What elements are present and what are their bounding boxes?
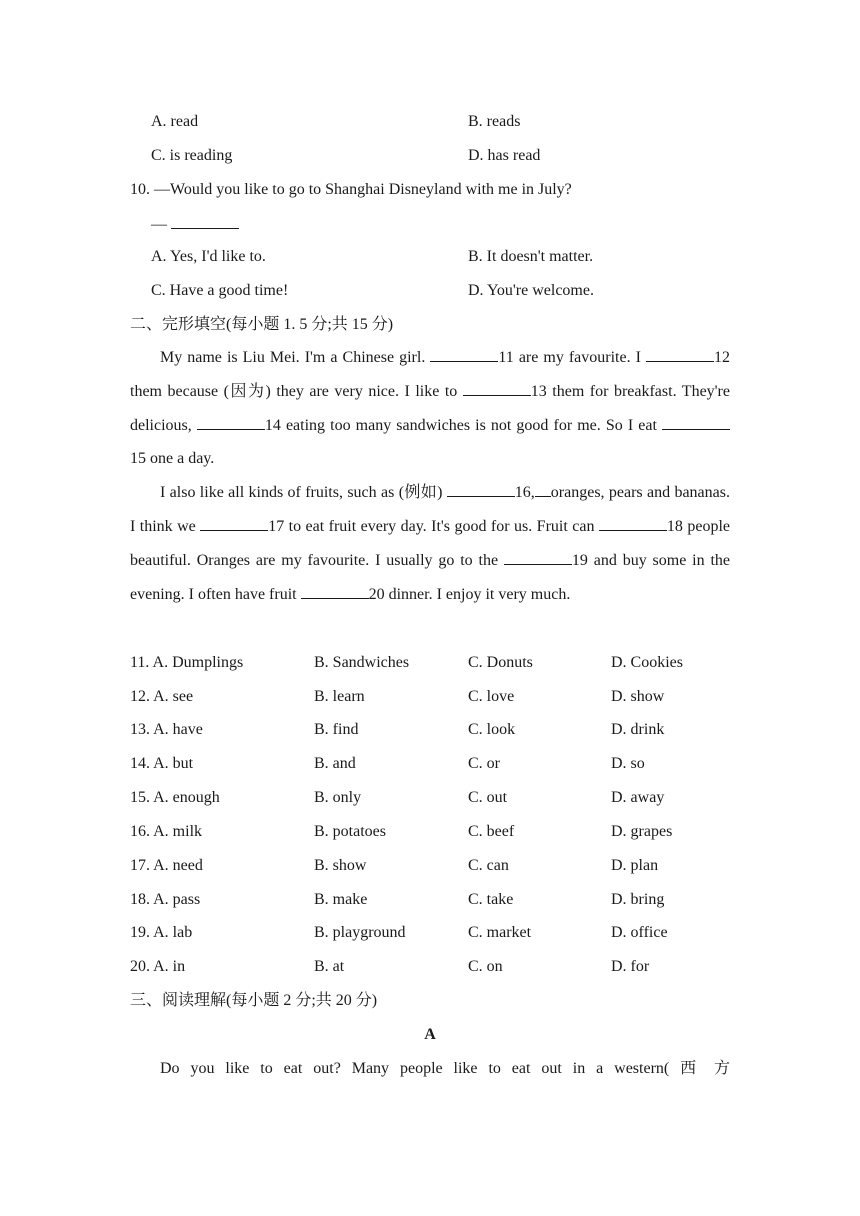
question-row-14	[130, 754, 750, 788]
passage-text: 20 dinner. I enjoy it very much.	[368, 585, 571, 603]
answer-blank	[430, 347, 498, 362]
passage-text: I also like all kinds of fruits, such as (例如)	[160, 484, 447, 502]
question-option-d: D. drink	[611, 721, 665, 738]
question-option-a: 12. A. see	[130, 688, 194, 705]
question-option-a: 17. A. need	[130, 857, 203, 874]
answer-blank	[463, 381, 531, 396]
answer-blank	[662, 415, 730, 430]
question-row-17	[130, 856, 750, 890]
question-option-b: B. Sandwiches	[314, 654, 410, 671]
question-row-13	[130, 720, 750, 754]
question-option-c: C. look	[468, 721, 516, 738]
cloze-paragraph-2	[130, 476, 730, 611]
question-option-b: B. and	[314, 755, 356, 772]
cloze-passage	[130, 341, 730, 611]
question-option-a: 16. A. milk	[130, 823, 203, 840]
question-row-12	[130, 687, 750, 721]
q9-option-d: D. has read	[468, 147, 541, 164]
passage-text: 14 eating too many sandwiches is not good for me. So I eat	[264, 416, 663, 434]
question-option-b: B. playground	[314, 924, 406, 941]
passage-text: 18 people beautiful. Oranges are my favourite. I usually go to the	[130, 517, 731, 569]
question-option-d: D. so	[611, 755, 645, 772]
answer-blank	[599, 516, 667, 531]
question-option-a: 20. A. in	[130, 958, 186, 975]
passage-text: My name is Liu Mei. I'm a Chinese girl.	[160, 349, 431, 366]
q10-option-b: B. It doesn't matter.	[468, 248, 594, 265]
section-heading-cloze: 二、完形填空(每小题 1. 5 分;共 15 分)	[130, 316, 394, 333]
passage-text: 16,	[514, 484, 535, 502]
answer-blank	[646, 347, 714, 362]
answer-blank	[447, 482, 515, 497]
question-option-d: D. grapes	[611, 823, 673, 840]
question-option-d: D. show	[611, 688, 665, 705]
passage-text: 17 to eat fruit every day. It's good for us. Fruit can	[268, 517, 599, 535]
question-row-15	[130, 788, 750, 822]
question-option-c: C. love	[468, 688, 515, 705]
answer-blank	[535, 482, 551, 497]
question-option-b: B. find	[314, 721, 359, 738]
question-option-a: 14. A. but	[130, 755, 194, 772]
q9-option-c: C. is reading	[151, 147, 233, 164]
question-option-a: 18. A. pass	[130, 891, 201, 908]
question-option-a: 11. A. Dumplings	[130, 654, 244, 671]
question-option-d: D. bring	[611, 891, 665, 908]
answer-blank	[301, 584, 369, 599]
passage-text: 11 are my favourite. I	[498, 349, 647, 366]
question-option-c: C. Donuts	[468, 654, 533, 671]
answer-blank	[197, 415, 265, 430]
q10-option-d: D. You're welcome.	[468, 282, 594, 299]
question-option-d: D. plan	[611, 857, 659, 874]
question-option-c: C. out	[468, 789, 508, 806]
cloze-paragraph-1	[130, 341, 730, 476]
question-option-b: B. show	[314, 857, 367, 874]
passage-text: oranges, pears and bananas. I think we	[130, 484, 730, 535]
question-option-d: D. for	[611, 958, 650, 975]
question-row-16	[130, 822, 750, 856]
question-row-20	[130, 957, 750, 991]
question-option-c: C. market	[468, 924, 532, 941]
question-option-b: B. make	[314, 891, 368, 908]
question-option-c: C. can	[468, 857, 509, 874]
question-option-b: B. only	[314, 789, 362, 806]
question-option-b: B. learn	[314, 688, 365, 705]
question-option-a: 19. A. lab	[130, 924, 193, 941]
question-option-b: B. potatoes	[314, 823, 386, 840]
question-option-a: 13. A. have	[130, 721, 203, 738]
question-row-18	[130, 890, 750, 924]
q10-option-a: A. Yes, I'd like to.	[151, 248, 266, 265]
passage-text: 13 them for breakfast. They're delicious,	[130, 382, 730, 434]
q10-reply-dash: —	[151, 216, 167, 233]
question-option-c: C. on	[468, 958, 503, 975]
question-row-19	[130, 923, 750, 957]
q9-option-a: A. read	[151, 113, 199, 130]
q10-stem: 10. —Would you like to go to Shanghai Disneyland with me in July?	[130, 181, 572, 198]
passage-text: 12 them because (因为) they are very nice. I like to	[130, 349, 731, 400]
question-option-d: D. office	[611, 924, 668, 941]
question-option-a: 15. A. enough	[130, 789, 220, 806]
section-heading-reading: 三、阅读理解(每小题 2 分;共 20 分)	[130, 992, 378, 1009]
question-option-c: C. or	[468, 755, 500, 772]
passage-label: A	[424, 1026, 436, 1043]
answer-blank	[171, 214, 239, 229]
question-option-b: B. at	[314, 958, 345, 975]
reading-passage	[130, 1052, 730, 1086]
answer-blank	[504, 550, 572, 565]
question-option-c: C. beef	[468, 823, 515, 840]
question-option-c: C. take	[468, 891, 514, 908]
reading-first-line: Do you like to eat out? Many people like to eat out in a western( 西 方	[160, 1060, 730, 1077]
question-row-11	[130, 653, 750, 687]
q10-reply	[151, 214, 239, 235]
question-option-d: D. Cookies	[611, 654, 683, 671]
q10-option-c: C. Have a good time!	[151, 282, 289, 299]
question-option-d: D. away	[611, 789, 665, 806]
passage-text: 19 and buy some in the evening. I often have fruit	[130, 551, 730, 603]
passage-text: 15 one a day.	[130, 450, 215, 468]
answer-blank	[200, 516, 268, 531]
q9-option-b: B. reads	[468, 113, 521, 130]
